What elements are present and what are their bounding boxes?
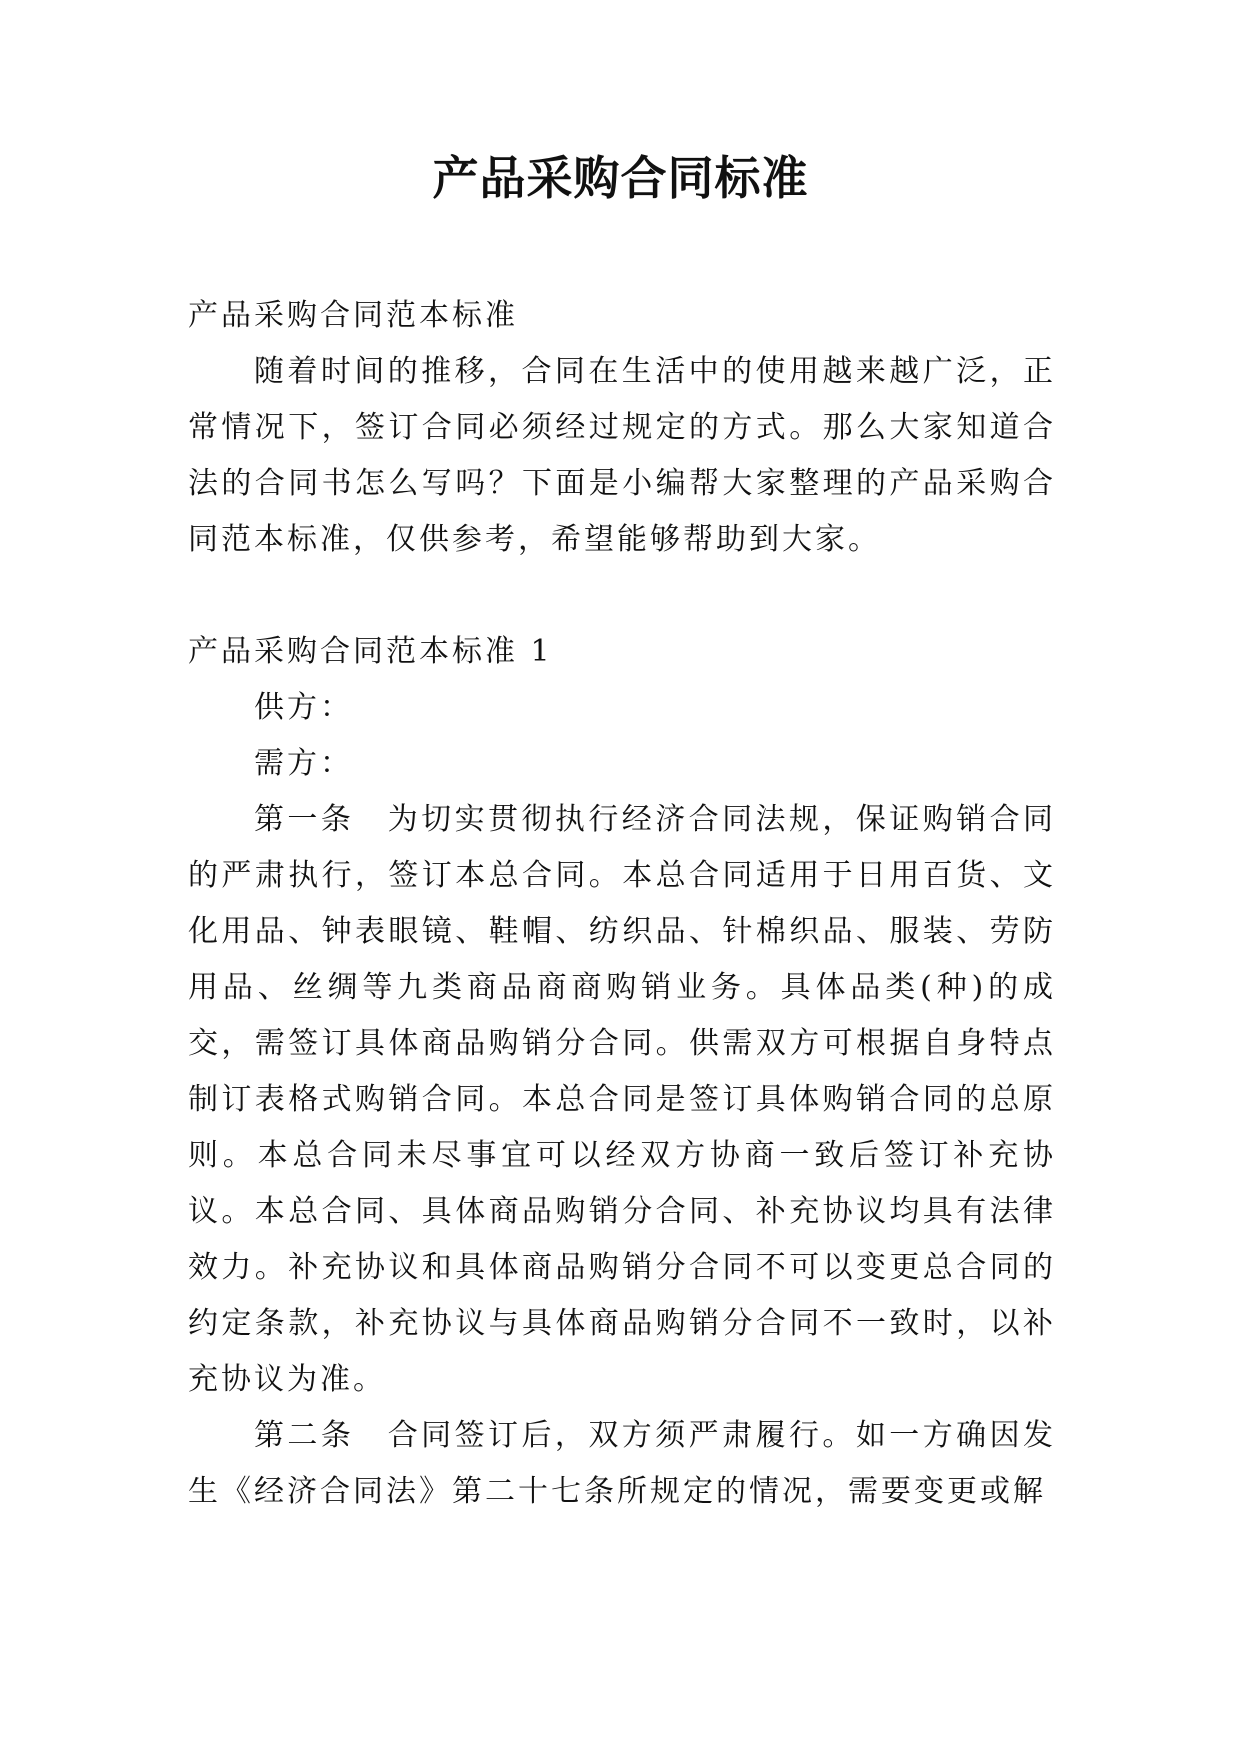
article-2: 第二条 合同签订后，双方须严肃履行。如一方确因发生《经济合同法》第二十七条所规定的情况，需要变更或解	[188, 1418, 1056, 1509]
article-1: 第一条 为切实贯彻执行经济合同法规，保证购销合同的严肃执行，签订本总合同。本总合同适用于日用百货、文化用品、钟表眼镜、鞋帽、纺织品、针棉织品、服装、劳防用品、丝绸等九类商品商商购销业务。具体品类(种)的成交，需签订具体商品购销分合同。供需双方可根据自身特点制订表格式购销合同。本总合同是签订具体购销合同的总原则。本总合同未尽事宜可以经双方协商一致后签订补充协议。本总合同、具体商品购销分合同、补充协议均具有法律效力。补充协议和具体商品购销分合同不可以变更总合同的约定条款，补充协议与具体商品购销分合同不一致时，以补充协议为准。	[188, 802, 1056, 1397]
section1-heading: 产品采购合同范本标准 1	[188, 634, 553, 669]
section-spacer	[188, 568, 1056, 624]
intro-paragraph: 随着时间的推移，合同在生活中的使用越来越广泛，正常情况下，签订合同必须经过规定的方式。那么大家知道合法的合同书怎么写吗？下面是小编帮大家整理的产品采购合同范本标准，仅供参考，希望能够帮助到大家。	[188, 354, 1056, 557]
document-title: 产品采购合同标准	[432, 151, 809, 205]
document-body	[188, 288, 1056, 1520]
intro-heading: 产品采购合同范本标准	[188, 298, 518, 333]
supplier-label: 供方：	[254, 690, 353, 725]
buyer-label: 需方：	[254, 746, 353, 781]
